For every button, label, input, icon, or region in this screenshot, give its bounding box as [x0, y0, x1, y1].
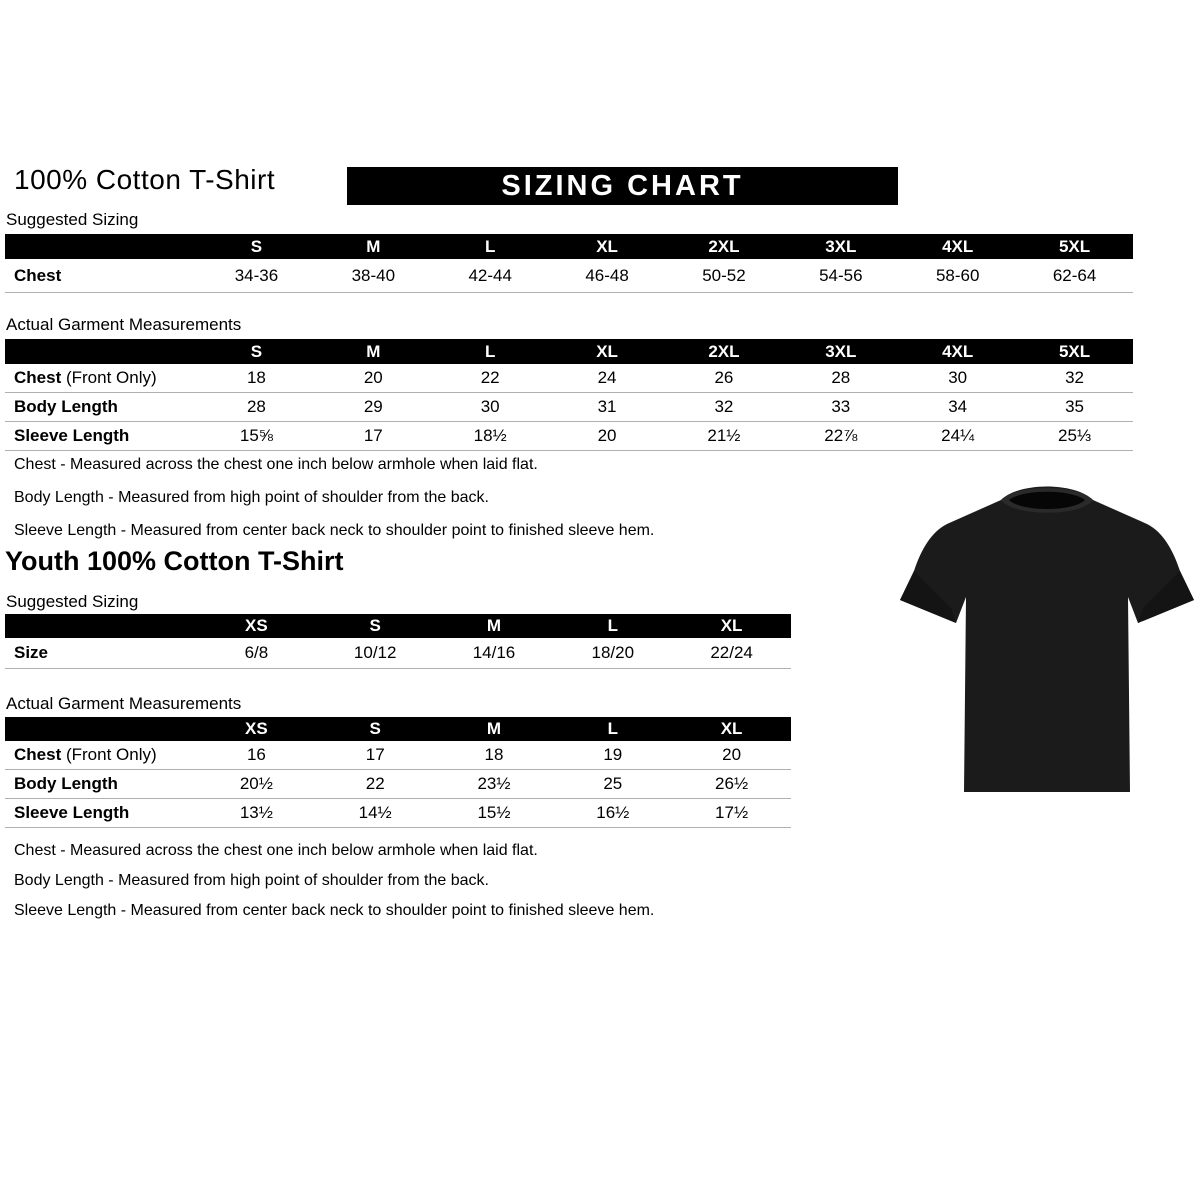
size-column-header: M	[366, 236, 381, 256]
measurement-cell: 23½	[477, 774, 511, 793]
youth-suggested-sizing-table	[5, 614, 791, 669]
size-column-header: 3XL	[825, 341, 857, 361]
measurement-cell: 15½	[477, 803, 511, 822]
measurement-cell: 22	[480, 368, 500, 387]
youth-measurement-notes	[14, 841, 654, 931]
adult-measurement-notes	[14, 455, 654, 554]
measurement-cell: 17	[363, 426, 383, 445]
measurement-cell: 18	[246, 368, 266, 387]
size-column-header: 5XL	[1058, 236, 1091, 256]
measurement-cell: 30	[948, 368, 968, 387]
row-label: Size	[14, 643, 49, 662]
size-column-header: M	[366, 341, 381, 361]
measurement-cell: 32	[1065, 368, 1085, 387]
measurement-cell: 13½	[239, 803, 273, 822]
measurement-cell: 20	[363, 368, 383, 387]
measurement-cell: 20½	[239, 774, 273, 793]
measurement-cell: 38-40	[351, 265, 396, 285]
size-column-header: 4XL	[942, 236, 974, 256]
table-row	[5, 799, 791, 828]
measurement-cell: 22	[365, 774, 385, 793]
youth-suggested-sizing-label: Suggested Sizing	[6, 592, 139, 611]
size-column-header: XS	[245, 616, 268, 635]
note-chest: Chest - Measured across the chest one inch below armhole when laid flat.	[14, 842, 538, 859]
sizing-chart-banner: SIZING CHART	[347, 167, 898, 205]
row-label: Body Length	[14, 774, 118, 793]
size-column-header: XL	[720, 616, 743, 635]
table-header-row	[5, 614, 791, 638]
measurement-cell: 33	[831, 397, 851, 416]
size-column-header: M	[486, 616, 502, 635]
note-body-length: Body Length - Measured from high point of shoulder from the back.	[14, 489, 489, 506]
measurement-cell: 28	[831, 368, 851, 387]
adult-actual-measurements-label: Actual Garment Measurements	[6, 315, 242, 334]
measurement-cell: 18/20	[591, 643, 635, 662]
youth-actual-measurements-label: Actual Garment Measurements	[6, 694, 242, 713]
note-sleeve-length: Sleeve Length - Measured from center back neck to shoulder point to finished sleeve hem.	[14, 522, 655, 539]
measurement-cell: 34	[948, 397, 968, 416]
table-header-row	[5, 234, 1133, 259]
size-column-header: 4XL	[942, 341, 974, 361]
row-label: Sleeve Length	[14, 803, 130, 822]
size-column-header: XL	[720, 719, 743, 738]
measurement-cell: 18½	[473, 426, 507, 445]
row-label: Chest (Front Only)	[14, 368, 157, 387]
size-column-header: L	[484, 236, 496, 256]
table-row	[5, 422, 1133, 451]
measurement-cell: 24	[597, 368, 617, 387]
size-column-header: XS	[245, 719, 268, 738]
measurement-cell: 14/16	[472, 643, 516, 662]
measurement-cell: 26	[714, 368, 734, 387]
measurement-cell: 25	[603, 774, 623, 793]
measurement-cell: 30	[480, 397, 500, 416]
note-body-length: Body Length - Measured from high point of shoulder from the back.	[14, 872, 489, 889]
measurement-cell: 18	[484, 745, 504, 764]
measurement-cell: 62-64	[1052, 265, 1097, 285]
measurement-cell: 46-48	[585, 265, 629, 285]
youth-section-title: Youth 100% Cotton T-Shirt	[5, 546, 344, 576]
measurement-cell: 58-60	[935, 265, 980, 285]
size-column-header: 2XL	[708, 341, 740, 361]
table-row	[5, 638, 791, 669]
size-column-header: M	[486, 719, 502, 738]
size-column-header: L	[484, 341, 496, 361]
measurement-cell: 21½	[707, 426, 741, 445]
row-label: Chest (Front Only)	[14, 745, 157, 764]
measurement-cell: 25⅓	[1058, 426, 1092, 445]
measurement-cell: 17½	[715, 803, 749, 822]
measurement-cell: 50-52	[702, 265, 746, 285]
table-header-row	[5, 339, 1133, 364]
measurement-cell: 17	[365, 745, 385, 764]
measurement-cell: 54-56	[819, 265, 863, 285]
measurement-cell: 19	[603, 745, 623, 764]
size-column-header: XL	[596, 236, 618, 256]
note-sleeve-length: Sleeve Length - Measured from center back neck to shoulder point to finished sleeve hem.	[14, 902, 655, 919]
adult-suggested-sizing-table	[5, 234, 1133, 293]
tshirt-body	[900, 487, 1194, 793]
table-row	[5, 364, 1133, 393]
table-row	[5, 770, 791, 799]
row-label: Sleeve Length	[14, 426, 130, 445]
size-column-header: 3XL	[825, 236, 857, 256]
size-column-header: S	[369, 719, 381, 738]
measurement-cell: 24¼	[941, 426, 975, 445]
measurement-cell: 31	[597, 397, 617, 416]
size-column-header: L	[607, 719, 618, 738]
size-column-header: S	[369, 616, 381, 635]
table-row	[5, 259, 1133, 293]
row-label: Chest	[14, 265, 62, 285]
adult-suggested-sizing-label: Suggested Sizing	[6, 210, 139, 229]
measurement-cell: 22/24	[710, 643, 753, 662]
note-chest: Chest - Measured across the chest one inch below armhole when laid flat.	[14, 456, 538, 473]
measurement-cell: 29	[363, 397, 383, 416]
size-column-header: 2XL	[708, 236, 740, 256]
table-row	[5, 741, 791, 770]
adult-actual-measurements-table	[5, 339, 1133, 451]
measurement-cell: 20	[722, 745, 742, 764]
measurement-cell: 20	[597, 426, 617, 445]
size-column-header: 5XL	[1058, 341, 1091, 361]
table-header-row	[5, 717, 791, 741]
measurement-cell: 42-44	[468, 265, 512, 285]
size-column-header: XL	[596, 341, 618, 361]
measurement-cell: 35	[1065, 397, 1085, 416]
black-tshirt-image	[897, 470, 1197, 815]
measurement-cell: 34-36	[234, 265, 279, 285]
measurement-cell: 32	[714, 397, 734, 416]
measurement-cell: 16½	[596, 803, 630, 822]
measurement-cell: 26½	[715, 774, 749, 793]
measurement-cell: 22⅞	[824, 426, 858, 445]
measurement-cell: 28	[246, 397, 266, 416]
measurement-cell: 16	[246, 745, 266, 764]
row-label: Body Length	[14, 397, 118, 416]
measurement-cell: 14½	[358, 803, 392, 822]
size-column-header: L	[607, 616, 618, 635]
page-title: 100% Cotton T-Shirt	[14, 164, 276, 195]
table-row	[5, 393, 1133, 422]
measurement-cell: 15⅝	[239, 426, 273, 445]
measurement-cell: 6/8	[244, 643, 269, 662]
youth-actual-measurements-table	[5, 717, 791, 828]
size-column-header: S	[250, 341, 263, 361]
measurement-cell: 10/12	[353, 643, 397, 662]
size-column-header: S	[250, 236, 263, 256]
